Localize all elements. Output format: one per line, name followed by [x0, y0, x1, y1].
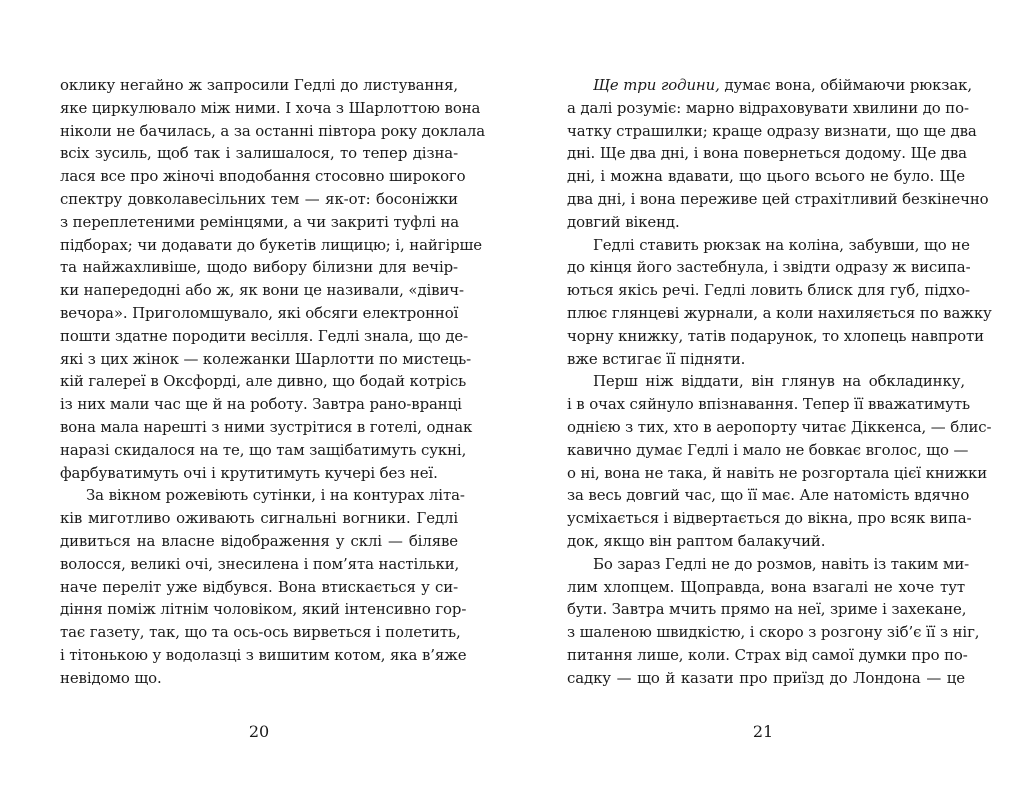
text-line — [567, 188, 989, 211]
text-line — [60, 621, 461, 644]
line-text: бути. Завтра мчить прямо на неї, зриме і захекане, — [567, 600, 967, 619]
line-text: однією з тих, хто в аеропорту читає Діккенса, — блис- — [567, 417, 992, 436]
text-line — [60, 348, 472, 371]
text-line — [567, 370, 965, 393]
left-page-number: 20 — [248, 722, 270, 741]
line-text: і в очах сяйнуло впізнавання. Тепер її вважатимуть — [567, 395, 970, 414]
right-page — [567, 74, 992, 690]
text-line — [567, 621, 980, 644]
text-line — [567, 74, 972, 97]
text-line — [567, 97, 969, 120]
text-line — [567, 120, 977, 143]
line-text: діння поміж літнім чоловіком, який інтенсивно гор- — [60, 600, 467, 619]
text-line — [60, 142, 458, 165]
text-line — [567, 576, 965, 599]
line-text: яке циркулювало між ними. І хоча з Шарлоттою вона — [60, 98, 481, 117]
text-line — [60, 234, 482, 257]
line-text: садку — що й казати про приїзд до Лондона — це — [567, 668, 965, 687]
text-line — [567, 393, 970, 416]
line-text: ки напередодні або ж, як вони це називали, «дівич- — [60, 281, 464, 300]
text-line — [567, 667, 965, 690]
line-text: кавично думає Гедлі і мало не бовкає вголос, що — — [567, 440, 969, 459]
text-line — [60, 530, 458, 553]
line-text: а далі розуміє: марно відраховувати хвилини до по- — [567, 98, 969, 117]
text-line — [60, 279, 464, 302]
line-text: чорну книжку, татів подарунок, то хлопець навпроти — [567, 326, 984, 345]
text-line — [567, 439, 969, 462]
line-text: дні, і можна вдавати, що цього всього не було. Ще — [567, 167, 965, 186]
line-text: плює глянцеві журнали, а коли нахиляється по важку — [567, 303, 992, 322]
line-text: тає газету, так, що та ось-ось вирветься і полетить, — [60, 623, 461, 642]
text-line — [567, 598, 965, 621]
text-line — [567, 142, 965, 165]
text-line — [60, 211, 458, 234]
line-text: о ні, вона не така, й навіть не розгортала цієї книжки — [567, 463, 988, 482]
text-line — [60, 393, 462, 416]
line-text: дивиться на власне відображення у склі — біляве — [60, 531, 458, 550]
text-line — [60, 370, 467, 393]
line-text: підборах; чи додавати до букетів лищицю; і, найгірше — [60, 235, 482, 254]
text-line — [567, 416, 992, 439]
text-line — [60, 165, 466, 188]
text-line — [60, 97, 481, 120]
line-text: чатку страшилки; краще одразу визнати, що ще два — [567, 121, 977, 140]
line-text: Бо зараз Гедлі не до розмов, навіть із таким ми- — [593, 554, 970, 573]
text-line — [567, 507, 972, 530]
line-text: з переплетеними ремінцями, а чи закриті туфлі на — [60, 212, 460, 231]
text-line — [567, 256, 971, 279]
text-line — [567, 644, 968, 667]
line-text: Перш ніж віддати, він глянув на обкладинку, — [593, 372, 965, 391]
line-text: лася все про жіночі вподобання стосовно широкого — [60, 167, 466, 186]
line-text: ються якісь речі. Гедлі ловить блиск для губ, підхо- — [567, 281, 970, 300]
text-line — [60, 302, 458, 325]
text-line — [567, 234, 970, 257]
text-line — [60, 439, 467, 462]
line-text: лим хлопцем. Щоправда, вона взагалі не хоче тут — [567, 577, 965, 596]
text-line — [567, 348, 965, 371]
line-text: ніколи не бачилась, а за останні півтора року доклала — [60, 121, 486, 140]
line-text: вона мала нарешті з ними зустрітися в готелі, однак — [60, 417, 473, 436]
line-text: фарбуватимуть очі і крутитимуть кучері без неї. — [60, 463, 438, 482]
text-line — [567, 279, 970, 302]
line-text: пошти здатне породити весілля. Гедлі знала, що де- — [60, 326, 469, 345]
line-text: оклику негайно ж запросили Гедлі до листування, — [60, 76, 458, 94]
line-text: За вікном рожевіють сутінки, і на контурах літа- — [86, 486, 465, 505]
line-text: і тітонькою у водолазці з вишитим котом, яка в’яже — [60, 645, 467, 664]
line-text: вже встигає її підняти. — [567, 349, 746, 368]
text-line — [567, 484, 970, 507]
text-line — [60, 644, 467, 667]
text-line — [567, 553, 970, 576]
text-line — [60, 462, 458, 485]
right-page-number: 21 — [752, 722, 774, 741]
line-text: наразі скидалося на те, що там защібатимуть сукні, — [60, 440, 467, 459]
text-line — [567, 325, 984, 348]
line-text: які з цих жінок — колежанки Шарлотти по мистець- — [60, 349, 472, 368]
text-line — [60, 256, 458, 279]
text-line — [60, 484, 465, 507]
text-line — [60, 576, 458, 599]
text-line — [567, 302, 992, 325]
line-text: два дні, і вона переживе цей страхітливий безкінечно — [567, 189, 989, 208]
line-text: із них мали час ще й на роботу. Завтра рано-вранці — [60, 395, 462, 414]
text-line — [60, 120, 486, 143]
text-line — [567, 462, 988, 485]
line-text: волосся, великі очі, знесилена і пом’ята настільки, — [60, 554, 460, 573]
text-line — [60, 188, 458, 211]
text-line — [60, 553, 458, 576]
left-page-text — [60, 74, 486, 690]
line-text: довгий вікенд. — [567, 212, 680, 231]
line-text: та найжахливіше, щодо вибору білизни для вечір- — [60, 258, 458, 277]
text-line — [567, 165, 965, 188]
line-text: невідомо що. — [60, 668, 162, 687]
text-line — [60, 507, 458, 530]
line-text: з шаленою швидкістю, і скоро з розгону зіб’є її з ніг, — [567, 623, 980, 642]
text-line — [60, 598, 467, 621]
italic-text: Ще три години, — [593, 76, 720, 94]
line-text: дні. Ще два дні, і вона повернеться додому. Ще два — [567, 144, 967, 163]
line-text: думає вона, обіймаючи рюкзак, — [719, 76, 972, 94]
line-text: наче переліт уже відбувся. Вона втискається у си- — [60, 577, 458, 596]
text-line — [60, 325, 469, 348]
left-page — [60, 74, 486, 690]
line-text: Гедлі ставить рюкзак на коліна, забувши, що не — [593, 235, 970, 254]
line-text: вечора». Приголомшувало, які обсяги електронної — [60, 303, 459, 322]
text-line — [567, 211, 965, 234]
text-line — [567, 530, 965, 553]
text-line — [60, 74, 458, 97]
line-text: усміхається і відвертається до вікна, про всяк випа- — [567, 509, 972, 528]
line-text: всіх зусиль, щоб так і залишалося, то тепер дізна- — [60, 144, 458, 163]
right-page-text — [567, 74, 992, 690]
line-text: ків миготливо оживають сигнальні вогники. Гедлі — [60, 509, 458, 528]
line-text: питання лише, коли. Страх від самої думки про по- — [567, 645, 968, 664]
line-text: спектру довколавесільних тем — як-от: босоніжки — [60, 189, 458, 208]
line-text: кій галереї в Оксфорді, але дивно, що бодай котрісь — [60, 372, 467, 391]
text-line — [60, 416, 473, 439]
line-text: до кінця його застебнула, і звідти одразу ж висипа- — [567, 258, 971, 277]
line-text: за весь довгий час, що її має. Але натомість вдячно — [567, 486, 970, 505]
line-text: док, якщо він раптом балакучий. — [567, 531, 826, 550]
text-line — [60, 667, 458, 690]
